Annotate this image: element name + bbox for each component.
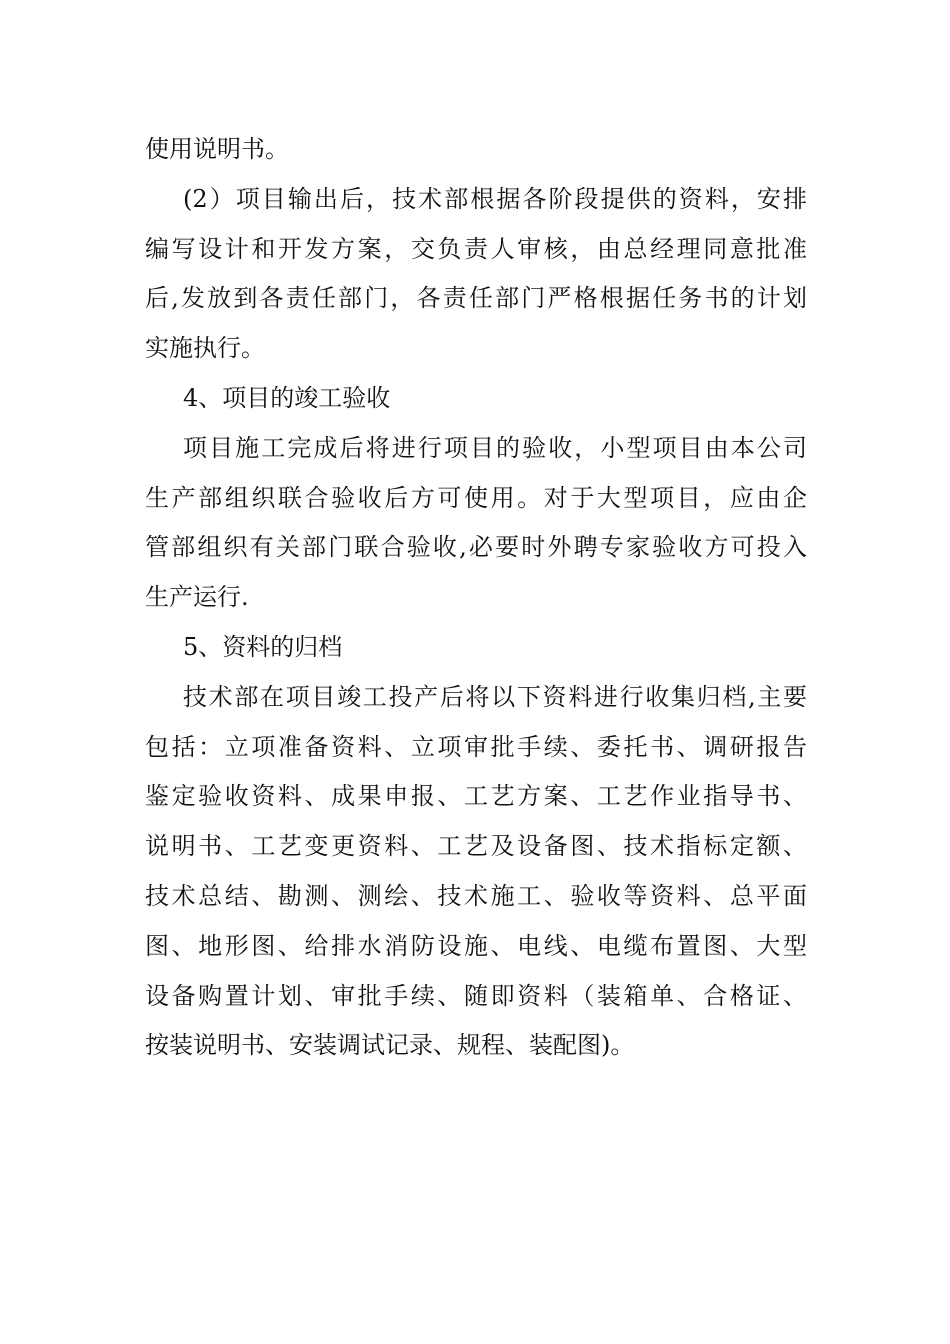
- text-line: 技术总结、勘测、测绘、技术施工、验收等资料、总平面: [145, 881, 807, 910]
- text-line: 按装说明书、安装调试记录、规程、装配图)。: [145, 1031, 635, 1060]
- text-line: 生产部组织联合验收后方可使用。对于大型项目，应由企: [145, 483, 807, 512]
- document-body: [145, 125, 807, 1071]
- section-heading: 4、项目的竣工验收: [183, 383, 391, 412]
- text-line: 生产运行.: [145, 583, 249, 612]
- text-line: 项目施工完成后将进行项目的验收，小型项目由本公司: [183, 433, 807, 462]
- text-line: 使用说明书。: [145, 135, 289, 163]
- text-line: 图、地形图、给排水消防设施、电线、电缆布置图、大型: [145, 931, 807, 960]
- text-line: (2）项目输出后，技术部根据各阶段提供的资料，安排: [183, 184, 807, 213]
- text-line: 实施执行。: [145, 334, 265, 363]
- text-line: 技术部在项目竣工投产后将以下资料进行收集归档,主要: [183, 682, 807, 711]
- section-heading: 5、资料的归档: [183, 632, 343, 661]
- text-line: 编写设计和开发方案，交负责人审核，由总经理同意批准: [145, 234, 807, 263]
- text-line: 后,发放到各责任部门，各责任部门严格根据任务书的计划: [145, 284, 807, 313]
- text-line: 设备购置计划、审批手续、随即资料（装箱单、合格证、: [145, 981, 807, 1010]
- text-line: 管部组织有关部门联合验收,必要时外聘专家验收方可投入: [145, 533, 807, 562]
- text-line: 鉴定验收资料、成果申报、工艺方案、工艺作业指导书、: [145, 782, 807, 811]
- text-line: 包括：立项准备资料、立项审批手续、委托书、调研报告: [145, 732, 807, 761]
- text-line: 说明书、工艺变更资料、工艺及设备图、技术指标定额、: [145, 832, 807, 861]
